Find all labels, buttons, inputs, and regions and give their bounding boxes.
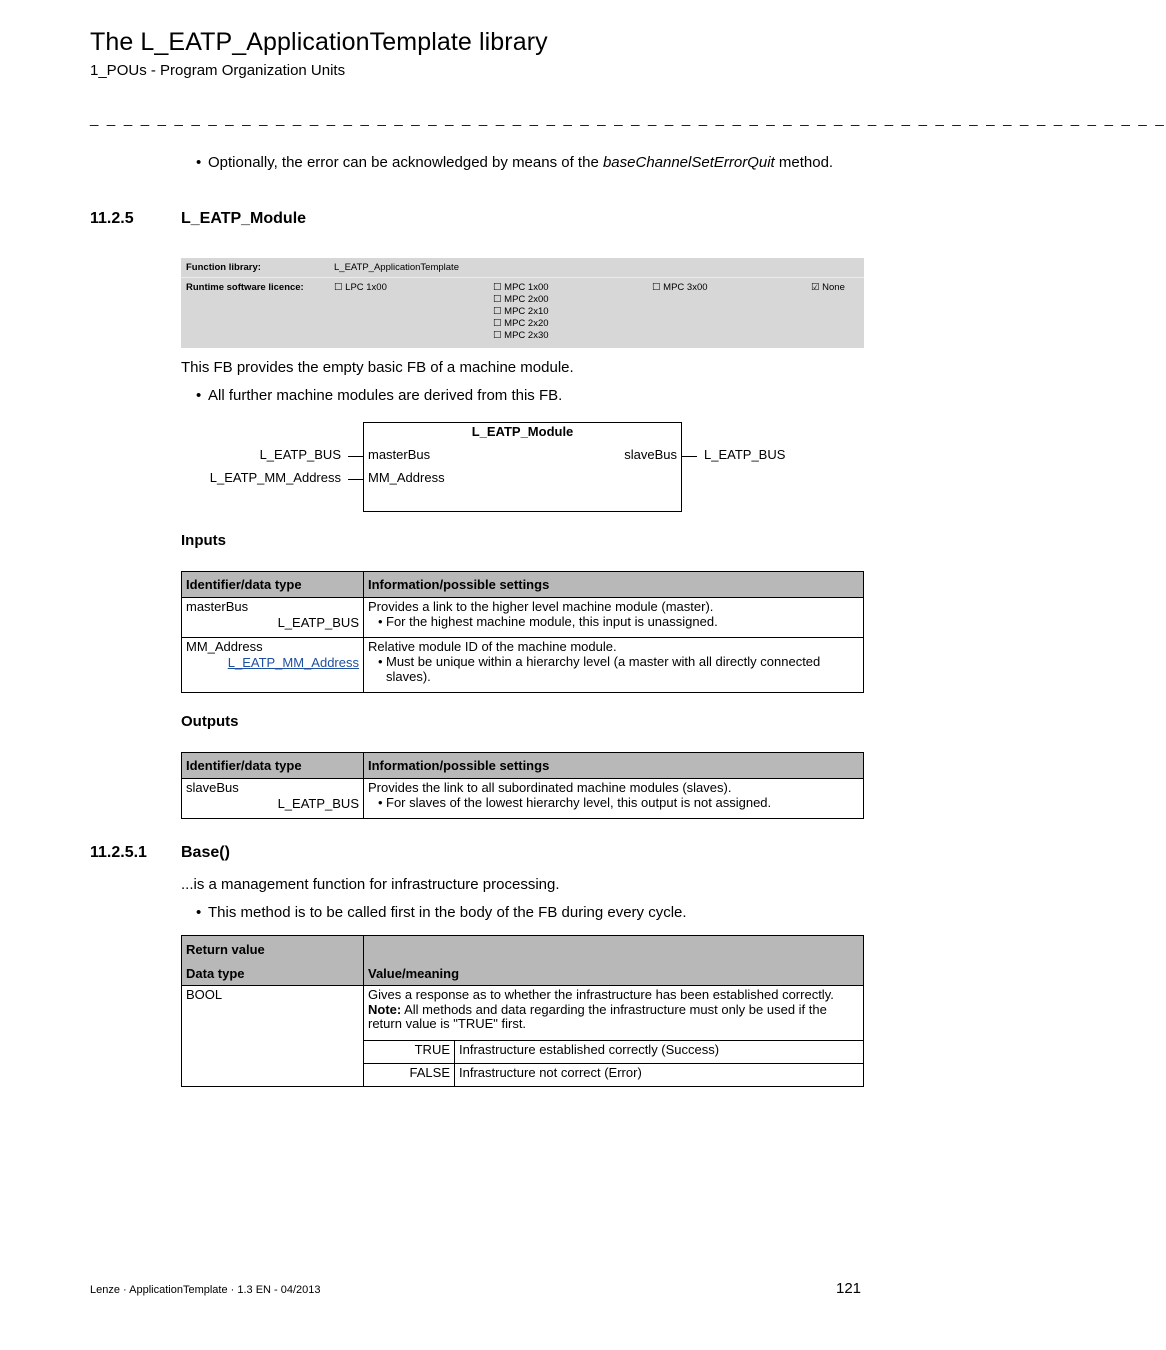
- function-library-label: Function library:: [186, 262, 261, 273]
- table-row: [182, 638, 864, 693]
- fb-description: This FB provides the empty basic FB of a machine module.: [181, 359, 574, 376]
- section-title: L_EATP_Module: [181, 210, 307, 227]
- return-value-text: Infrastructure not correct (Error): [455, 1064, 864, 1087]
- page-number: 121: [836, 1280, 862, 1297]
- licence-option: ☐ MPC 2x00: [493, 294, 549, 305]
- inputs-col2-header: Information/possible settings: [364, 572, 864, 598]
- fb-input1-type: L_EATP_BUS: [259, 447, 341, 462]
- fb-input2-wire: [348, 479, 363, 480]
- fb-name: L_EATP_Module: [471, 424, 574, 439]
- input-info-bullet-text: For the highest machine module, this input is unassigned.: [386, 614, 718, 629]
- licence-option: ☐ MPC 2x30: [493, 330, 549, 341]
- fb-description-bullet-text: All further machine modules are derived from this FB.: [208, 387, 563, 404]
- input-identifier: masterBus: [186, 599, 249, 614]
- fb-output1-wire: [682, 456, 697, 457]
- outputs-col2-header: Information/possible settings: [364, 753, 864, 779]
- runtime-licence-label: Runtime software licence:: [186, 282, 304, 293]
- input-info: Provides a link to the higher level machine module (master).: [368, 599, 714, 614]
- base-bullet: [196, 904, 687, 921]
- output-data-type: L_EATP_BUS: [277, 796, 359, 811]
- table-header-row: [182, 936, 864, 986]
- licence-option: ☐ MPC 2x10: [493, 306, 549, 317]
- table-row: [182, 598, 864, 638]
- return-meaning: Gives a response as to whether the infrastructure has been established correctly.: [368, 987, 834, 1002]
- inputs-col1-header: Identifier/data type: [182, 572, 364, 598]
- note-label: Note:: [368, 1002, 402, 1017]
- input-identifier: MM_Address: [186, 639, 263, 654]
- return-value-label: Return value: [186, 942, 265, 957]
- fb-output1-pin: slaveBus: [624, 447, 677, 462]
- table-header-row: [182, 572, 864, 598]
- bullet-dot: •: [196, 154, 202, 171]
- fb-input2-type: L_EATP_MM_Address: [209, 470, 341, 485]
- return-col2-header: Value/meaning: [368, 966, 460, 981]
- return-note: [368, 1002, 859, 1017]
- license-divider: [181, 277, 864, 278]
- intro-bullet-pre: Optionally, the error can be acknowledged by means of the: [208, 154, 603, 171]
- output-info: Provides the link to all subordinated machine modules (slaves).: [368, 780, 732, 795]
- licence-col-none: [811, 282, 845, 294]
- licence-col-lpc: [334, 282, 387, 294]
- return-value: TRUE: [364, 1041, 455, 1064]
- licence-option: ☐ MPC 3x00: [652, 282, 708, 293]
- table-header-row: [182, 753, 864, 779]
- footer-publication: Lenze · ApplicationTemplate · 1.3 EN - 04/2013: [90, 1284, 321, 1296]
- table-row: [182, 779, 864, 819]
- licence-option: ☑ None: [811, 282, 845, 293]
- subsection-title: Base(): [181, 844, 230, 861]
- intro-bullet-method: baseChannelSetErrorQuit: [602, 154, 775, 171]
- intro-bullet: [196, 154, 833, 171]
- licence-col-mpc: [493, 282, 549, 342]
- section-heading: [90, 210, 306, 228]
- bullet-dot: •: [196, 387, 202, 404]
- subsection-heading: [90, 844, 230, 862]
- licence-option: ☐ LPC 1x00: [334, 282, 387, 293]
- inputs-heading: Inputs: [181, 532, 226, 549]
- subsection-number: 11.2.5.1: [90, 844, 147, 861]
- note-text: All methods and data regarding the infrastructure must only be used if the: [401, 1002, 827, 1017]
- page-subtitle: 1_POUs - Program Organization Units: [90, 62, 346, 79]
- output-info-bullet-text: For slaves of the lowest hierarchy level, this output is not assigned.: [386, 795, 772, 810]
- return-value-table: [181, 935, 864, 1087]
- licence-col-mpc3: [652, 282, 708, 294]
- inputs-table: [181, 571, 864, 693]
- fb-description-bullet: [196, 387, 562, 404]
- fb-input1-pin: masterBus: [368, 447, 431, 462]
- input-info: Relative module ID of the machine module.: [368, 639, 617, 654]
- base-description: ...is a management function for infrastructure processing.: [181, 876, 560, 893]
- data-type-link[interactable]: L_EATP_MM_Address: [227, 655, 359, 670]
- function-library-value: L_EATP_ApplicationTemplate: [334, 262, 459, 273]
- header-separator: _ _ _ _ _ _ _ _ _ _ _ _ _ _ _ _ _ _ _ _ _ _ _ _ _ _ _ _ _ _ _ _ _ _ _ _ _ _ _ _ _ _ _ _ _ _ _ _ _ _ _ _ _ _ _ _ _ _ _ _ _ _ _ _: [90, 110, 1166, 127]
- output-identifier: slaveBus: [186, 780, 239, 795]
- return-value: FALSE: [364, 1064, 455, 1087]
- outputs-col1-header: Identifier/data type: [182, 753, 364, 779]
- output-info-bullet: • For slaves of the lowest hierarchy level, this output is not assigned.: [378, 795, 772, 810]
- input-data-type: L_EATP_BUS: [277, 615, 359, 630]
- fb-input1-wire: [348, 456, 363, 457]
- section-number: 11.2.5: [90, 210, 134, 227]
- return-value-text: Infrastructure established correctly (Success): [455, 1041, 864, 1064]
- licence-option: ☐ MPC 1x00: [493, 282, 549, 293]
- return-col1-header: Data type: [186, 966, 245, 981]
- note-text-cont: return value is "TRUE" first.: [368, 1016, 527, 1031]
- return-data-type: BOOL: [182, 986, 364, 1087]
- table-row: [182, 986, 864, 1041]
- input-info-bullet-cont: slaves).: [386, 669, 431, 684]
- license-box: [181, 258, 864, 348]
- fb-input2-pin: MM_Address: [368, 470, 445, 485]
- outputs-heading: Outputs: [181, 713, 239, 730]
- intro-bullet-post: method.: [774, 154, 834, 171]
- page-title: The L_EATP_ApplicationTemplate library: [90, 28, 548, 56]
- input-info-bullet-text: Must be unique within a hierarchy level (a master with all directly connected: [386, 654, 821, 669]
- input-info-bullet: • For the highest machine module, this input is unassigned.: [378, 614, 718, 629]
- bullet-dot: •: [196, 904, 202, 921]
- input-info-bullet: • Must be unique within a hierarchy level (a master with all directly connected: [378, 654, 821, 669]
- base-bullet-text: This method is to be called first in the body of the FB during every cycle.: [208, 904, 687, 921]
- fb-output1-type: L_EATP_BUS: [704, 447, 786, 462]
- licence-option: ☐ MPC 2x20: [493, 318, 549, 329]
- outputs-table: [181, 752, 864, 819]
